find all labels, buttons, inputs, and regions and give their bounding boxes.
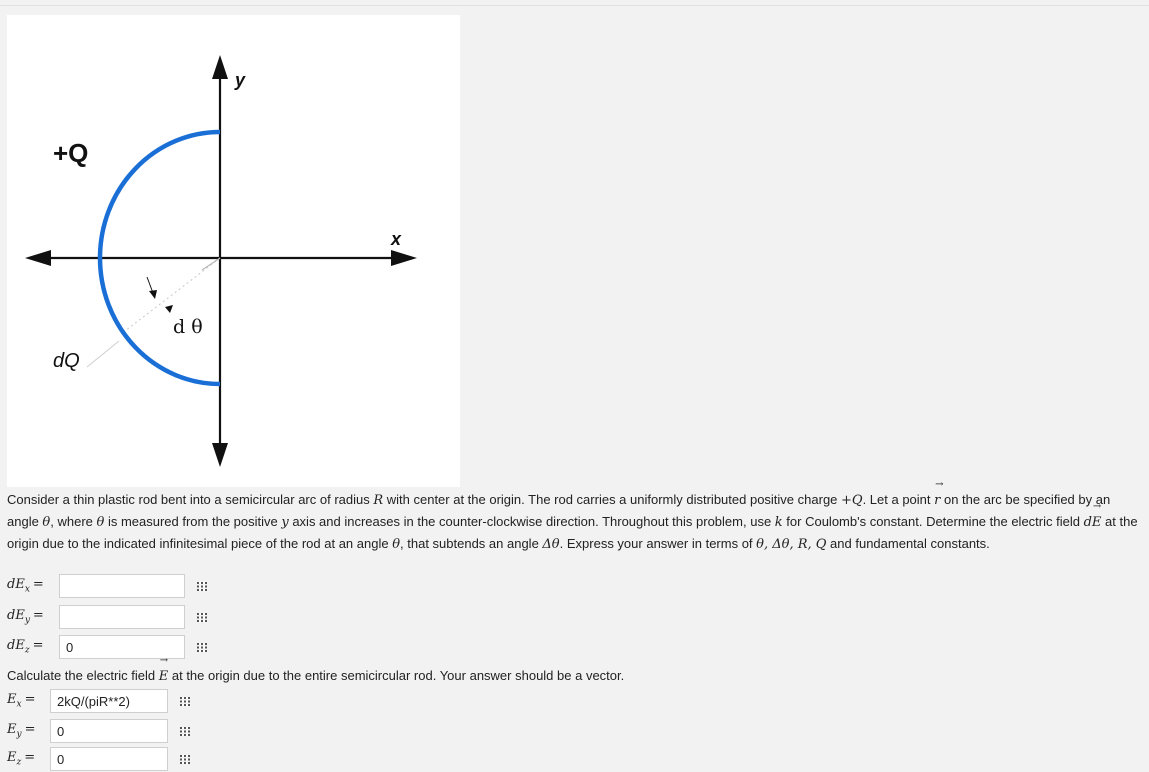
text-fragment: on the arc be specified by an angle: [7, 492, 1111, 529]
text-fragment: z: [24, 645, 30, 656]
y-axis-label: y: [235, 70, 246, 90]
text-fragment: =: [32, 638, 44, 654]
text-fragment: and fundamental constants.: [826, 536, 990, 551]
text-fragment: θ: [96, 515, 105, 530]
text-fragment: =: [32, 608, 44, 624]
semicircle-diagram: [7, 15, 460, 487]
equation-editor-icon[interactable]: [185, 574, 219, 598]
x-axis-right-arrow: [391, 250, 417, 266]
text-fragment: axis and increases in the counter-clockwise direction. Throughout this problem, use: [288, 514, 775, 529]
text-fragment: Δθ: [542, 537, 560, 552]
text-fragment: at the origin due to the entire semicircular rod. Your answer should be a vector.: [168, 668, 625, 683]
equation-editor-icon[interactable]: [185, 635, 219, 659]
dtheta-arrow-1: [147, 277, 153, 293]
dtheta-arrowhead-2: [165, 305, 173, 313]
answer-row-Ex: [7, 688, 202, 714]
text-fragment: , that subtends an angle: [400, 536, 543, 551]
text-fragment: dE: [7, 577, 25, 593]
text-fragment: y: [16, 729, 22, 740]
text-fragment: Calculate the electric field: [7, 668, 159, 683]
answer-row-Ez: [7, 746, 202, 772]
text-fragment: is measured from the positive: [104, 514, 282, 529]
answer-input-Ey[interactable]: [50, 719, 168, 743]
answer-label-dEz: [7, 638, 59, 656]
text-fragment: with center at the origin. The rod carries a uniformly distributed positive charge: [383, 492, 842, 507]
text-fragment: θ, Δθ, R, Q: [756, 537, 827, 552]
text-fragment: E: [7, 722, 17, 738]
text-fragment: y: [281, 515, 289, 530]
answer-input-Ez[interactable]: [50, 747, 168, 771]
text-fragment: dE: [7, 608, 25, 624]
text-fragment: =: [24, 722, 36, 738]
text-fragment: . Let a point: [862, 492, 935, 507]
math-r-vector: → r: [934, 490, 940, 511]
answer-label-Ex: [7, 692, 50, 710]
text-fragment: d: [1083, 515, 1092, 530]
answer-label-Ez: [7, 750, 50, 768]
problem-statement: [7, 489, 1142, 555]
top-divider: [0, 5, 1149, 6]
text-fragment: E: [7, 692, 17, 708]
answer-label-dEy: [7, 608, 59, 626]
math-e-vector: → E: [1092, 512, 1102, 533]
dq-leader-line: [87, 341, 119, 367]
math-R: R: [373, 493, 384, 508]
text-fragment: , where: [50, 514, 97, 529]
text-fragment: for Coulomb's constant. Determine the electric field: [782, 514, 1084, 529]
text-fragment: x: [24, 584, 30, 595]
answer-row-dEy: [7, 604, 219, 630]
charge-label: +Q: [53, 138, 89, 168]
answer-input-Ex[interactable]: [50, 689, 168, 713]
text-fragment: y: [24, 615, 30, 626]
dq-label: dQ: [53, 350, 80, 372]
answer-row-Ey: [7, 718, 202, 744]
part2-prompt: [7, 665, 624, 687]
text-fragment: θ: [392, 537, 401, 552]
dtheta-arrowhead-1: [149, 290, 157, 299]
problem-figure: [7, 15, 460, 487]
answer-input-dEx[interactable]: [59, 574, 185, 598]
answer-label-dEx: [7, 577, 59, 595]
text-fragment: . Express your answer in terms of: [559, 536, 757, 551]
y-axis-up-arrow: [212, 55, 228, 79]
text-fragment: x: [16, 699, 22, 710]
x-axis-label: x: [391, 229, 402, 249]
text-fragment: =: [24, 692, 36, 708]
equation-editor-icon[interactable]: [168, 747, 202, 771]
text-fragment: =: [32, 577, 44, 593]
text-fragment: k: [774, 515, 783, 530]
text-fragment: θ: [42, 515, 51, 530]
y-axis-down-arrow: [212, 443, 228, 467]
radius-line-2: [202, 258, 220, 270]
text-fragment: dE: [7, 638, 25, 654]
text-fragment: at the origin due to the indicated infinitesimal piece of the rod at an angle: [7, 514, 1138, 551]
text-fragment: z: [16, 757, 22, 768]
answer-row-dEz: [7, 634, 219, 660]
equation-editor-icon[interactable]: [185, 605, 219, 629]
math-e-vector-2: → E: [159, 666, 169, 687]
equation-editor-icon[interactable]: [168, 719, 202, 743]
answer-input-dEy[interactable]: [59, 605, 185, 629]
answer-row-dEx: [7, 573, 219, 599]
math-plus-q: +Q: [841, 493, 863, 508]
equation-editor-icon[interactable]: [168, 689, 202, 713]
text-fragment: Consider a thin plastic rod bent into a semicircular arc of radius: [7, 492, 374, 507]
text-fragment: E: [7, 750, 17, 766]
x-axis-left-arrow: [25, 250, 51, 266]
dtheta-label: d θ: [173, 316, 203, 338]
answer-label-Ey: [7, 722, 50, 740]
text-fragment: =: [24, 750, 36, 766]
